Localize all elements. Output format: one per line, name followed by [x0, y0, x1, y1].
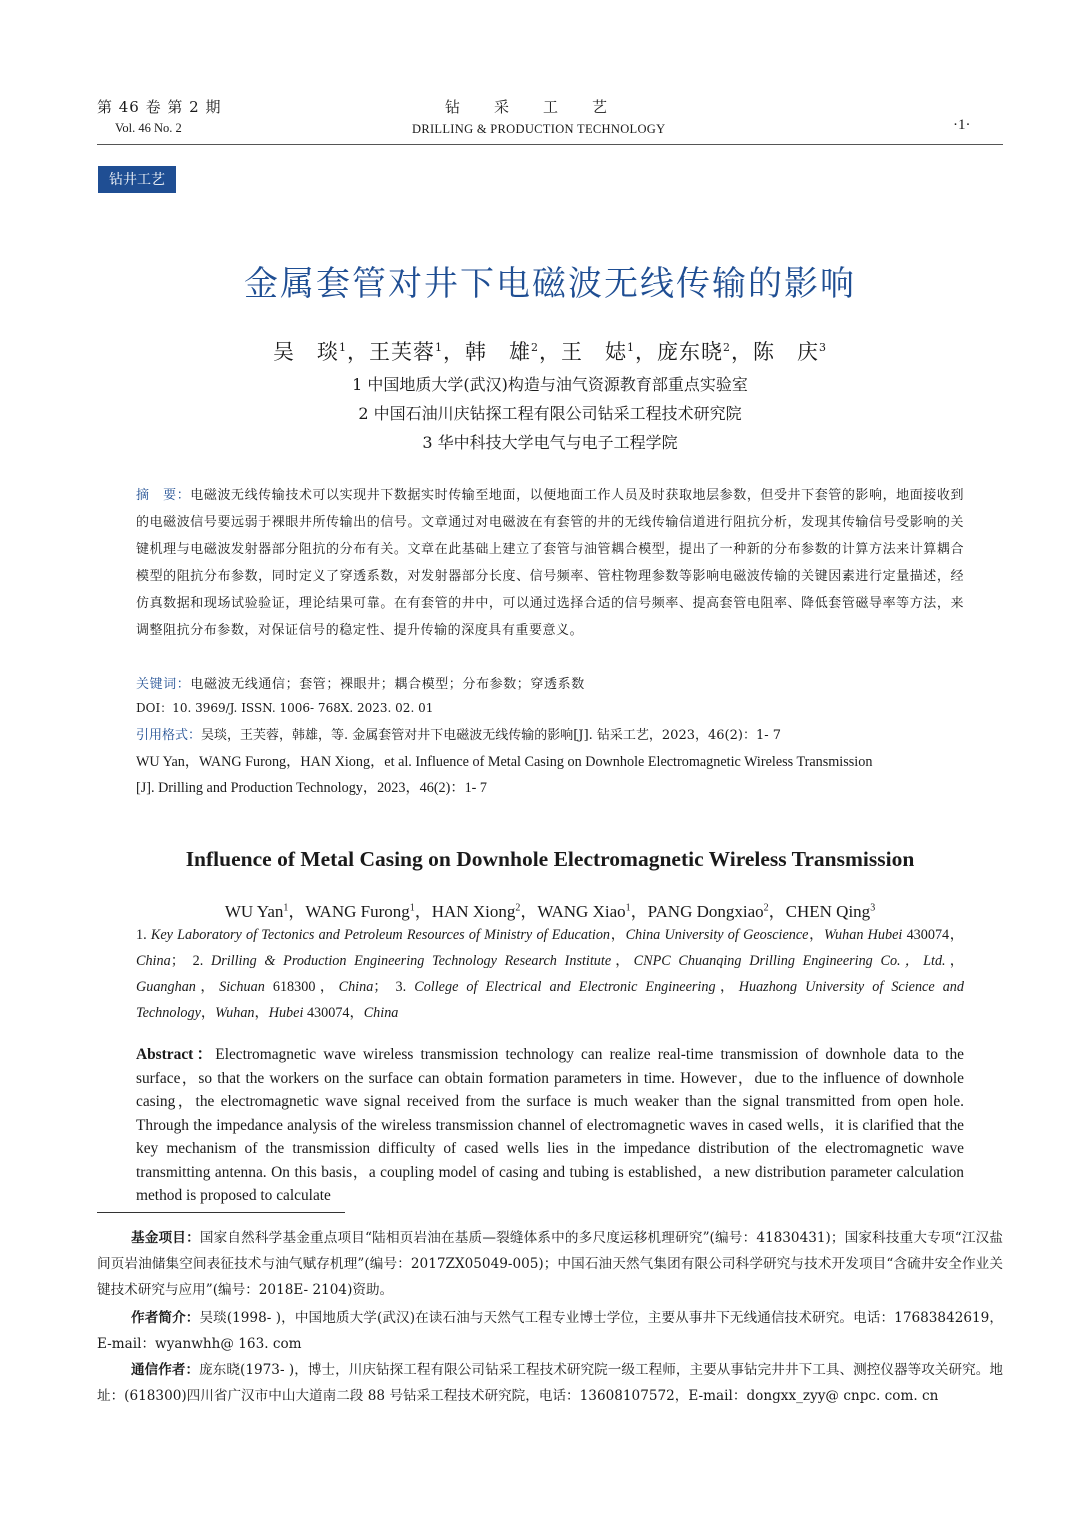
volume-issue-en: Vol. 46 No. 2: [115, 121, 182, 135]
abstract-zh-text: 电磁波无线传输技术可以实现井下数据实时传输至地面，以便地面工作人员及时获取地层参数，但受井下套管的影响，地面接收到的电磁波信号要远弱于裸眼井所传输出的信号。文章通过对电磁波在有套管的井的无线传输信道进行阻抗分析，发现其传输信号受影响的关键机理与电磁波发射器部分阻抗的分布有关。文章在此基础上建立了套管与油管耦合模型，提出了一种新的分布参数的计算方法来计算耦合模型的阻抗分布参数，同时定义了穿透系数，对发射器部分长度、信号频率、管柱物理参数等影响电磁波传输的关键因素进行定量描述，经仿真数据和现场试验验证，理论结果可靠。在有套管的井中，可以通过选择合适的信号频率、提高套管电阻率、降低套管磁导率等方法，来调整阻抗分布参数，对保证信号的稳定性、提升传输的深度具有重要意义。: [136, 488, 964, 638]
footnote-corresponding: [97, 1357, 1003, 1409]
corresponding-label: 通信作者：: [131, 1362, 200, 1378]
footnote-rule: [97, 1212, 345, 1213]
funding-text: 国家自然科学基金重点项目“陆相页岩油在基质—裂缝体系中的多尺度运移机理研究”(编号：41830431)；国家科技重大专项“江汉盐间页岩油储集空间表征技术与油气赋存机理”(编号：2017ZX05049-005)；中国石油天然气集团有限公司科学研究与技术开发项目“含硫井安全作业关键技术研究与应用”(编号：2018E- 2104)资助。: [97, 1230, 1003, 1298]
author-bio-label: 作者简介：: [131, 1310, 200, 1326]
affiliation-en-1: 1. Key Laboratory of Tectonics and Petroleum Resources of Ministry of Education，China University of Geoscience，Wuhan Hubei 430074，China；: [136, 927, 964, 969]
citation-zh: [136, 724, 781, 743]
citation-en-line1: WU Yan，WANG Furong，HAN Xiong，et al. Influence of Metal Casing on Downhole Electromagnetic Wireless Transmission: [136, 754, 873, 770]
abstract-zh-label: 摘 要：: [136, 488, 191, 503]
zh-author-1: 吴 琰$^1$，: [273, 340, 369, 364]
zh-author-4: 王 娡$^1$，: [561, 340, 657, 364]
abstract-en-text: Electromagnetic wave wireless transmission technology can realize real-time transmission of downhole data to the surface，so that the workers on the surface can obtain formation parameters in time. However，due to the influence of downhole casing，the electromagnetic wave signal received from the surface is much weaker than the signal transmitted from open hole. Through the impedance analysis of the wireless transmission channel of electromagnetic waves in cased wells，it is clarified that the key mechanism of the transmission difficulty of cased wells lies in the impedance distribution of the electromagnetic wave transmitting antenna. On this basis，a coupling model of casing and tubing is established，a new distribution parameter calculation method is proposed to calculate: [136, 1046, 964, 1204]
keywords-zh: [136, 673, 585, 692]
author-bio-text: 吴琰(1998- )，中国地质大学(武汉)在读石油与天然气工程专业博士学位，主要从事井下无线通信技术研究。电话：17683842619，E-mail：wyanwhh@ 163. com: [97, 1310, 1004, 1352]
affiliations-en: [136, 922, 964, 1026]
volume-issue-zh: 第 46 卷 第 2 期: [97, 98, 222, 116]
affiliation-zh-1: 1 中国地质大学(武汉)构造与油气资源教育部重点实验室: [352, 375, 748, 394]
citation-en-line2: [J]. Drilling and Production Technology，2023，46(2)：1- 7: [136, 780, 488, 796]
keywords-text: 电磁波无线通信；套管；裸眼井；耦合模型；分布参数；穿透系数: [190, 677, 585, 692]
citation-zh-text: 吴琰，王芙蓉，韩雄，等. 金属套管对井下电磁波无线传输的影响[J]. 钻采工艺，2023，46(2)：1- 7: [201, 728, 782, 743]
zh-author-5: 庞东晓$^2$，: [657, 340, 753, 364]
en-author-2: WANG Furong$^1$，: [305, 902, 432, 921]
footnote-author-bio: [97, 1305, 1003, 1357]
article-title-en: Influence of Metal Casing on Downhole Electromagnetic Wireless Transmission: [185, 847, 915, 871]
affiliation-zh-3: 3 华中科技大学电气与电子工程学院: [422, 433, 678, 452]
abstract-zh: [136, 482, 964, 644]
article-title-zh: 金属套管对井下电磁波无线传输的影响: [244, 264, 856, 304]
journal-title-zh: 钻采工艺: [445, 98, 642, 116]
zh-author-3: 韩 雄$^2$，: [465, 340, 561, 364]
en-author-4: WANG Xiao$^1$，: [537, 902, 648, 921]
en-author-1: WU Yan$^1$，: [224, 902, 306, 921]
abstract-en-label: Abstract：: [136, 1046, 216, 1063]
abstract-en: [136, 1043, 964, 1208]
keywords-label: 关键词：: [136, 677, 191, 692]
funding-label: 基金项目：: [131, 1230, 200, 1246]
en-author-3: HAN Xiong$^2$，: [431, 902, 538, 921]
affiliation-en-2: 2. Drilling & Production Engineering Technology Research Institute，CNPC Chuanqing Drilling Engineering Co.，Ltd.，Guanghan，Sichuan 618300，China；: [136, 953, 964, 995]
header-rule: [97, 144, 1003, 145]
author-list-zh: [0, 336, 1080, 366]
column-tag: 钻井工艺: [98, 166, 176, 193]
footnote-funding: [97, 1225, 1003, 1303]
corresponding-text: 庞东晓(1973- )，博士，川庆钻探工程有限公司钻采工程技术研究院一级工程师，主要从事钻完井井下工具、测控仪器等攻关研究。地址：(618300)四川省广汉市中山大道南二段 88 号钻采工程技术研究院，电话：13608107572，E-mail：dongxx_zyy@ cnpc. com. cn: [97, 1362, 1003, 1404]
journal-title-en: DRILLING & PRODUCTION TECHNOLOGY: [412, 122, 666, 136]
zh-author-2: 王芙蓉$^1$，: [369, 340, 465, 364]
zh-author-6: 陈 庆$^3$: [753, 340, 827, 364]
en-author-6: CHEN Qing$^3$: [785, 902, 876, 921]
page-number: ·1·: [953, 117, 971, 133]
author-list-en: [0, 897, 1080, 922]
affiliation-zh-2: 2 中国石油川庆钻探工程有限公司钻采工程技术研究院: [358, 404, 742, 423]
affiliation-en-3: 3. College of Electrical and Electronic Engineering，Huazhong University of Science and Technology，Wuhan，Hubei 430074，China: [136, 979, 964, 1021]
doi: DOI：10. 3969/J. ISSN. 1006- 768X. 2023. 02. 01: [136, 701, 434, 715]
en-author-5: PANG Dongxiao$^2$，: [647, 902, 786, 921]
citation-label: 引用格式：: [136, 728, 202, 743]
